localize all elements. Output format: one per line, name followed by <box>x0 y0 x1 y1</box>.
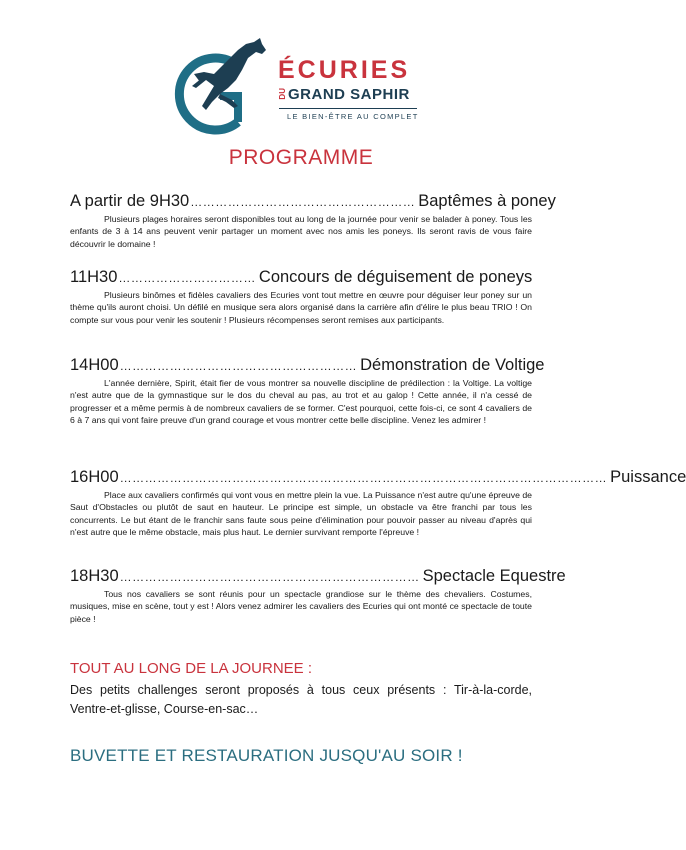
horse-logo-icon <box>176 36 276 132</box>
event-header <box>70 356 545 375</box>
event-time: 11H30 <box>70 268 118 286</box>
leader-dots: ……………………………………………… <box>190 195 416 209</box>
event-name: Baptêmes à poney <box>418 192 556 210</box>
brand-tagline: LE BIEN-ÊTRE AU COMPLET <box>287 112 419 121</box>
event-header <box>70 192 556 211</box>
brand-name: ÉCURIES <box>278 56 411 84</box>
event-description: Place aux cavaliers confirmés qui vont vous en mettre plein la vue. La Puissance n'est autre qu'une épreuve de Saut d'Obstacles ou plutôt de saut en hauteur. Le principe est simple, un obstacle va être franchi par tous les concurrents. Le but étant de le franchir sans faute sous peine d'élimination pour pouvoir passer au niveau d'après qui n'est autre que le même obstacle, mais plus haut. Le dernier survivant remporte l'épreuve ! <box>70 490 532 538</box>
event-header <box>70 268 532 287</box>
event-time: 18H30 <box>70 567 119 585</box>
event-time: 14H00 <box>70 356 119 374</box>
allday-title: TOUT AU LONG DE LA JOURNEE : <box>70 660 313 677</box>
event-name: Concours de déguisement de poneys <box>258 268 533 286</box>
event-voltige <box>70 356 545 427</box>
brand-du: DU <box>278 88 287 100</box>
leader-dots: ………………………………………………… <box>119 359 358 373</box>
event-puissance <box>70 468 686 539</box>
event-time: A partir de 9H30 <box>70 192 190 210</box>
event-bapteme <box>70 192 556 250</box>
logo <box>176 36 432 132</box>
event-description: L'année dernière, Spirit, était fier de vous montrer sa nouvelle discipline de prédilection : la Voltige. La voltige n'est autre que de la gymnastique sur le dos du cheval au pas, au trot et au galop ! Cette année, il n'a cessé de progresser et a même permis à de nombreux cavaliers de se former. C'est pourquoi, cette fois-ci, ce sont 4 cavaliers de 6 à 7 ans qui vont faire preuve d'un grand courage et vous montrer cette belle discipline. Venez les admirer ! <box>70 378 532 426</box>
event-time: 16H00 <box>70 468 119 486</box>
event-header <box>70 468 686 487</box>
programme-title: PROGRAMME <box>228 146 374 169</box>
buvette-banner: BUVETTE ET RESTAURATION JUSQU'AU SOIR ! <box>70 746 463 765</box>
event-header <box>70 567 566 586</box>
event-description: Tous nos cavaliers se sont réunis pour un spectacle grandiose sur le thème des chevaliers. Costumes, musiques, mise en scène, tout y est ! Alors venez admirer les cavaliers des Ecuries qui ont monté ce spectacle de toute pièce ! <box>70 589 532 624</box>
brand-subname: GRAND SAPHIR <box>288 86 410 103</box>
event-name: Spectacle Equestre <box>422 567 566 585</box>
leader-dots: ……………………………………………………………………………………………………… <box>119 471 608 485</box>
brand-divider <box>279 108 417 109</box>
event-description: Plusieurs binômes et fidèles cavaliers des Ecuries vont tout mettre en œuvre pour déguiser leur poney sur un thème qu'ils auront choisi. Un défilé en musique sera alors organisé dans la carrière afin d'élire le plus beau TRIO ! On compte sur vous pour venir les soutenir ! Plusieurs récompenses seront remises aux participants. <box>70 290 532 325</box>
event-spectacle <box>70 567 566 625</box>
leader-dots: ……………………………………………………………… <box>119 570 420 584</box>
event-name: Puissance <box>610 468 686 486</box>
leader-dots: …………………………… <box>118 271 256 285</box>
event-deguisement <box>70 268 532 326</box>
allday-text: Des petits challenges seront proposés à tous ceux présents : Tir-à-la-corde, Ventre-et-glisse, Course-en-sac… <box>70 683 532 716</box>
event-description: Plusieurs plages horaires seront disponibles tout au long de la journée pour venir se balader à poney. Tous les enfants de 3 à 14 ans peuvent venir partager un moment avec nos amis les poneys. Ils seront ravis de vous faire découvrir le domaine ! <box>70 214 532 249</box>
event-name: Démonstration de Voltige <box>360 356 545 374</box>
